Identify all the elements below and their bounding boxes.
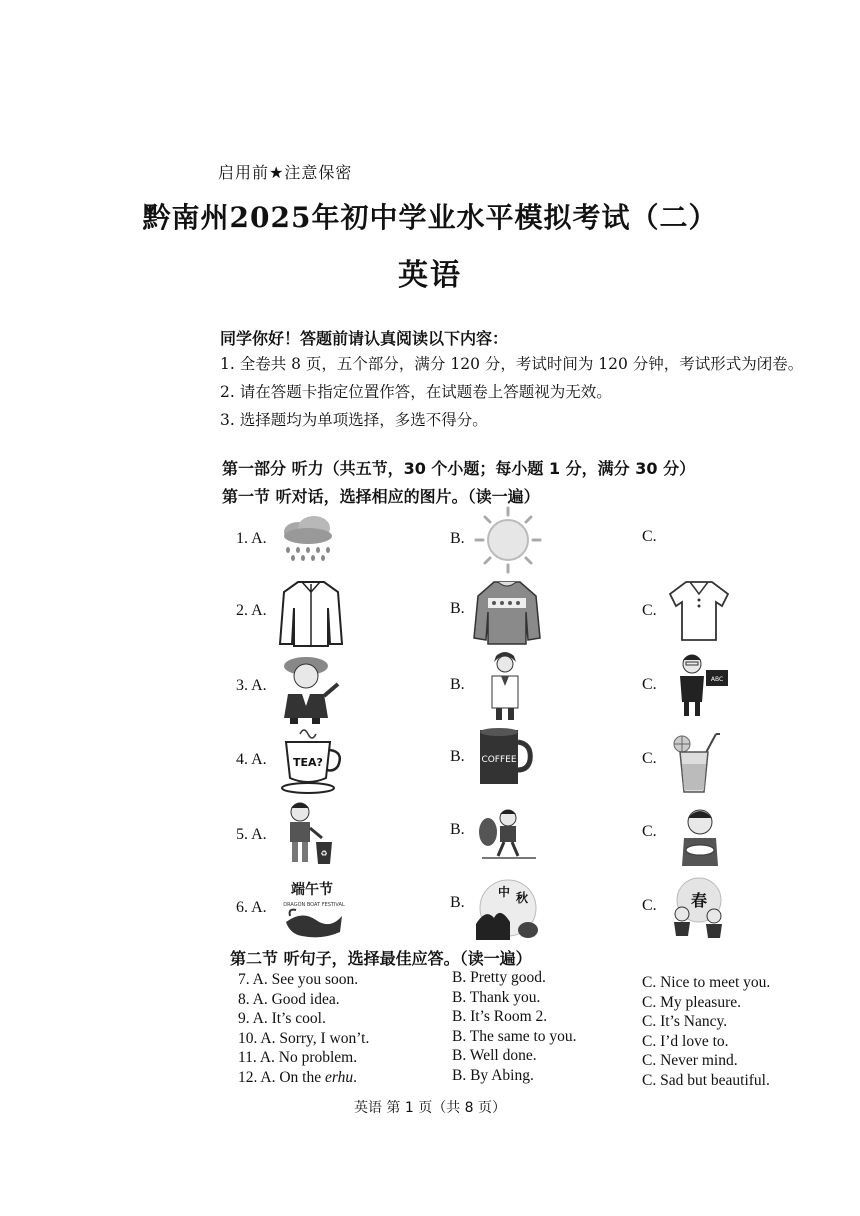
answer-option: 8. A. Good idea.	[238, 990, 340, 1008]
option-label: C.	[642, 602, 657, 619]
instruction-item: 1. 全卷共 8 页，五个部分，满分 120 分，考试时间为 120 分钟，考试形式为闭卷。	[220, 355, 804, 373]
answer-option: C. Nice to meet you.	[642, 974, 771, 991]
coffee-mug-icon	[474, 726, 534, 788]
answer-option: C. I’d love to.	[642, 1032, 729, 1050]
chun-text: 春	[690, 891, 708, 910]
recycling-boy-icon	[284, 800, 336, 868]
dragon-boat-festival-icon	[282, 876, 346, 942]
answer-option: B. By Abing.	[452, 1066, 534, 1084]
polo-shirt-icon	[668, 578, 730, 644]
juice-glass-icon	[670, 730, 724, 794]
duanwu-text: 端午节	[291, 882, 333, 898]
answer-column-b	[452, 968, 577, 1085]
answer-option: B. Well done.	[452, 1047, 537, 1064]
spring-festival-icon	[668, 874, 730, 944]
exam-title: 黔南州2025年初中学业水平模拟考试（二）	[142, 201, 718, 234]
tea-cup-icon	[280, 726, 346, 796]
answer-option: 10. A. Sorry, I won’t.	[238, 1029, 370, 1047]
svg-text:♻: ♻	[320, 849, 328, 858]
eating-boy-icon	[678, 806, 722, 868]
answer-option: B. It’s Room 2.	[452, 1008, 548, 1025]
part1-heading: 第一部分 听力（共五节，30 个小题；每小题 1 分，满分 30 分）	[222, 459, 696, 478]
answer-option: 11. A. No problem.	[238, 1049, 358, 1066]
answer-option: C. My pleasure.	[642, 993, 742, 1011]
question-label: 3. A.	[236, 677, 267, 694]
question-label: 1. A.	[236, 530, 267, 547]
question-label: 5. A.	[236, 826, 267, 843]
option-label: C.	[642, 823, 657, 840]
option-label: C.	[642, 897, 657, 914]
option-label: C.	[642, 750, 657, 767]
sun-icon	[472, 504, 544, 576]
option-label: C.	[642, 528, 657, 545]
teacher-icon	[678, 652, 730, 718]
answer-option: C. Never mind.	[642, 1052, 738, 1069]
walking-boy-icon	[478, 808, 538, 860]
sweater-icon	[470, 578, 544, 648]
answer-column-c	[642, 973, 770, 1090]
instruction-item: 3. 选择题均为单项选择，多选不得分。	[220, 411, 488, 429]
subject-title: 英语	[398, 258, 462, 293]
option-label: B.	[450, 748, 465, 765]
answer-option: 12. A. On the erhu.	[238, 1068, 357, 1086]
dragon-boat-en-text: DRAGON BOAT FESTIVAL	[283, 902, 345, 908]
option-label: B.	[450, 530, 465, 547]
option-label: B.	[450, 676, 465, 693]
answer-option: B. The same to you.	[452, 1027, 577, 1045]
answer-option: 7. A. See you soon.	[238, 971, 359, 988]
zhong-text: 中	[497, 885, 511, 899]
question-label: 4. A.	[236, 751, 267, 768]
confidential-notice: 启用前★注意保密	[218, 163, 353, 182]
section2-heading: 第二节 听句子，选择最佳应答。（读一遍）	[230, 949, 532, 968]
section1-heading: 第一节 听对话，选择相应的图片。（读一遍）	[222, 487, 540, 506]
page-footer: 英语 第 1 页（共 8 页）	[353, 1100, 507, 1116]
option-label: B.	[450, 821, 465, 838]
jacket-icon	[276, 578, 346, 650]
instruction-item: 2. 请在答题卡指定位置作答，在试题卷上答题视为无效。	[220, 383, 612, 401]
qiu-text: 秋	[515, 891, 529, 905]
question-label: 6. A.	[236, 899, 267, 916]
reporter-icon	[276, 650, 346, 724]
answer-option: 9. A. It’s cool.	[238, 1010, 326, 1027]
question-label: 2. A.	[236, 602, 267, 619]
abc-text: ABC	[710, 676, 724, 683]
answer-option: C. It’s Nancy.	[642, 1013, 728, 1030]
option-label: B.	[450, 894, 465, 911]
tea-text: TEA?	[293, 756, 323, 769]
option-label: C.	[642, 676, 657, 693]
answer-option: C. Sad but beautiful.	[642, 1071, 770, 1089]
rain-cloud-icon	[278, 514, 338, 564]
mid-autumn-icon	[474, 878, 542, 942]
coffee-text: COFFEE	[481, 755, 517, 765]
instructions-heading: 同学你好！答题前请认真阅读以下内容：	[220, 329, 509, 348]
answer-option: B. Pretty good.	[452, 969, 546, 986]
doctor-icon	[488, 650, 522, 722]
answer-option: B. Thank you.	[452, 988, 541, 1006]
answer-column-a	[238, 970, 369, 1087]
option-label: B.	[450, 600, 465, 617]
